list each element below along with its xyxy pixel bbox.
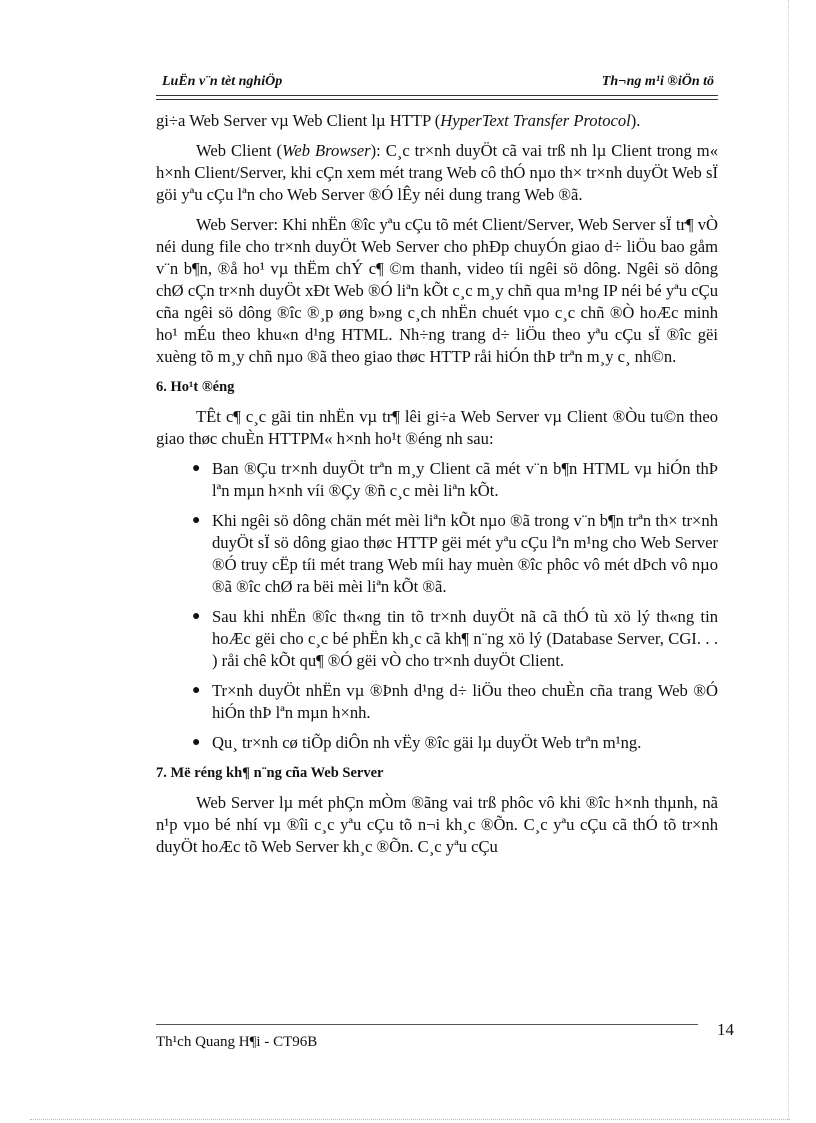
page-bottom-guide [30,1119,790,1120]
paragraph-web-client: Web Client (Web Browser): C¸c tr×nh duyÖt cã vai trß nh lµ Client trong m« h×nh Client/Server, khi cÇn xem mét trang Web cô thÓ nµo th× tr×nh duyÖt Web sÏ göi yªu cÇu lªn cho Web Server ®Ó lÊy néi dung trang Web ®ã. [156,141,718,204]
list-item: ● Khi ngêi sö dông chän mét mèi liªn kÕt nµo ®ã trong v¨n b¶n trªn th× tr×nh duyÖt sÏ sö dông giao thøc HTTP gëi mét yªu cÇu lªn m¹ng cho Web Server ®Ó truy cËp tíi mét trang Web míi hay muèn ®îc phôc vô mét dÞch vô nµo ®ã ®îc chØ ra bëi mèi liªn kÕt ®ã. [192,511,718,596]
paragraph-operation-intro: TÊt c¶ c¸c gãi tin nhËn vµ tr¶ lêi gi÷a Web Server vµ Client ®Òu tu©n theo giao thøc chuÈn HTTPM« h×nh ho¹t ®éng nh sau: [156,407,718,448]
list-item: ● Tr×nh duyÖt nhËn vµ ®Þnh d¹ng d÷ liÖu theo chuÈn cña trang Web ®Ó hiÓn thÞ lªn mµn h×nh. [192,681,718,722]
section-heading-7: 7. Më réng kh¶ n¨ng cña Web Server [156,765,384,781]
list-item: ● Ban ®Çu tr×nh duyÖt trªn m¸y Client cã mét v¨n b¶n HTML vµ hiÓn thÞ lªn mµn h×nh víi ®Çy ®ñ c¸c mèi liªn kÕt. [192,459,718,500]
bullet-icon: ● [192,735,201,750]
running-header [156,74,718,94]
operation-steps-list [156,458,718,754]
header-left-title: LuËn v¨n tèt nghiÖp [162,74,283,89]
bullet-icon: ● [192,461,201,476]
footer-rule [156,1024,698,1025]
page-body [156,110,718,866]
list-item: ● Qu¸ tr×nh cø tiÕp diÔn nh vËy ®îc gäi lµ duyÖt Web trªn m¹ng. [192,733,642,752]
page-edge-guide [788,0,789,1120]
paragraph-extend-server: Web Server lµ mét phÇn mÒm ®ãng vai trß phôc vô khi ®îc h×nh thµnh, nã n¹p vµo bé nhí vµ ®îi c¸c yªu cÇu tõ n¬i kh¸c ®Õn. C¸c yªu cÇu cã thÓ tõ tr×nh duyÖt hoÆc tõ Web Server kh¸c ®Õn. C¸c yªu cÇu [156,793,718,856]
header-right-title: Th¬ng m¹i ®iÖn tö [601,74,714,89]
page-number: 14 [717,1020,734,1039]
header-rule-thick [156,95,718,96]
paragraph-protocol: gi÷a Web Server vµ Web Client lµ HTTP (HyperText Transfer Protocol). [156,111,641,130]
bullet-icon: ● [192,609,201,624]
bullet-icon: ● [192,683,201,698]
section-heading-6: 6. Ho¹t ®éng [156,379,235,395]
bullet-icon: ● [192,513,201,528]
header-rule-thin [156,99,718,100]
list-item: ● Sau khi nhËn ®îc th«ng tin tõ tr×nh duyÖt nã cã thÓ tù xö lý th«ng tin hoÆc gëi cho c¸c bé phËn kh¸c cã kh¶ n¨ng xö lý (Database Server, CGI. . . ) råi chê kÕt qu¶ ®Ó gëi vÒ cho tr×nh duyÖt Client. [192,607,718,670]
paragraph-web-server: Web Server: Khi nhËn ®îc yªu cÇu tõ mét Client/Server, Web Server sÏ tr¶ vÒ néi dung file cho tr×nh duyÖt Web Server cho phÐp chuyÓn giao d÷ liÖu bao gåm v¨n b¶n, ®å ho¹ vµ thËm chÝ c¶ ©m thanh, video tíi ngêi sö dông. Ngêi sö dông chØ cÇn tr×nh duyÖt xÐt Web ®Ó liªn kÕt c¸c m¸y chñ qua m¹ng IP néi bé yªu cÇu cña ngêi sö dông ®îc ®¸p øng b»ng c¸ch nhËn chuét vµo c¸c chñ ®Ò hoÆc minh ho¹ mÉu theo khu«n d¹ng HTML. Nh÷ng trang d÷ liÖu theo yªu cÇu sÏ ®îc gëi xuèng tõ m¸y chñ nµo ®ã theo giao thøc HTTP råi hiÓn thÞ trªn m¸y c¸ nh©n. [156,215,718,366]
footer-author: Th¹ch Quang H¶i - CT96B [156,1034,318,1050]
